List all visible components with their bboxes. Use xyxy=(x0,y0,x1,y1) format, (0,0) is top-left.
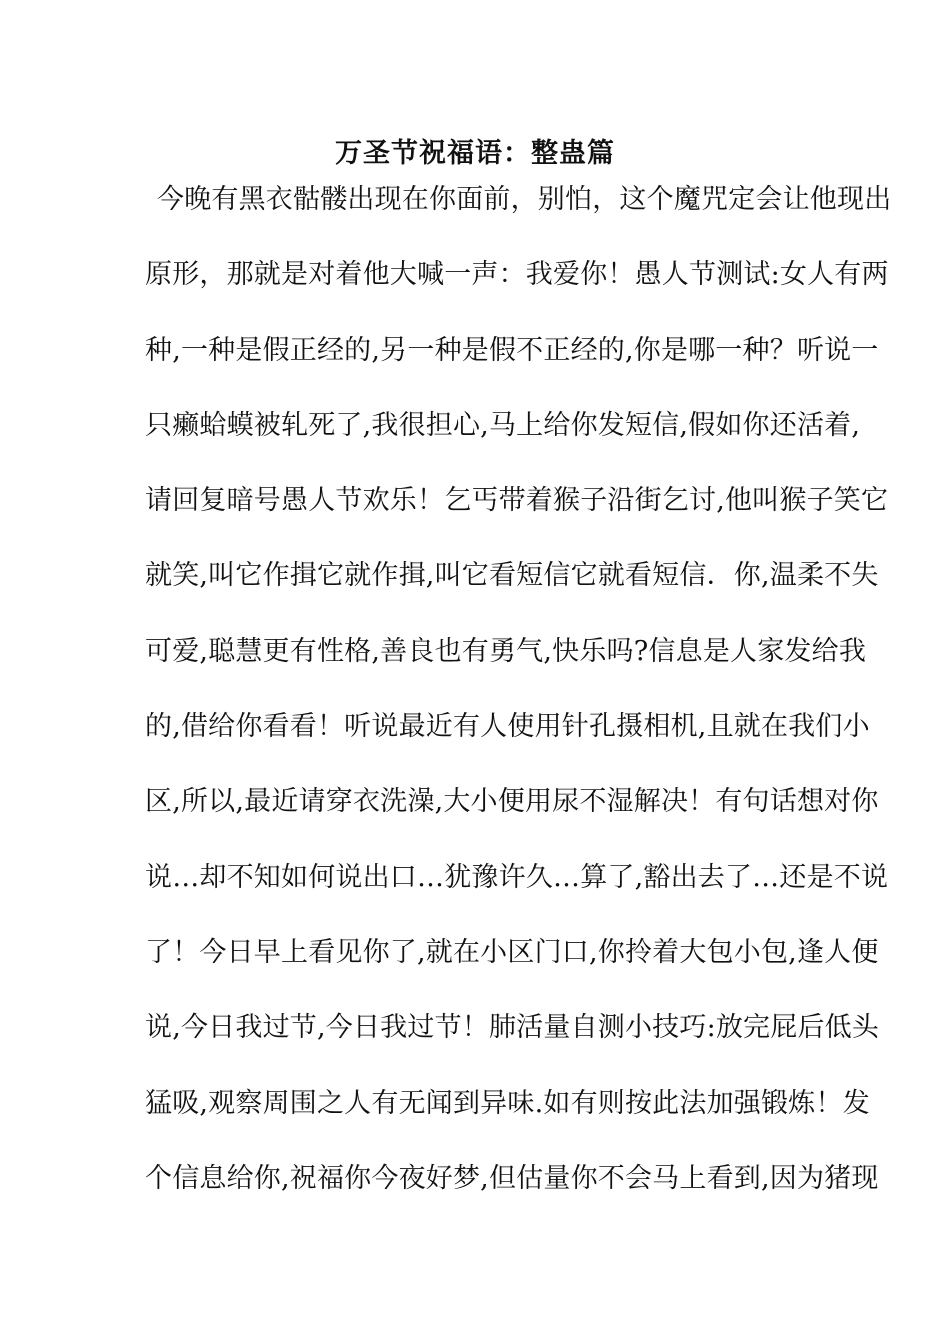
text-line: 了！今日早上看见你了,就在小区门口,你拎着大包小包,逢人便 xyxy=(145,936,879,968)
text-line: 今晚有黑衣骷髅出现在你面前，别怕，这个魔咒定会让他现出 xyxy=(157,184,892,215)
text-line: 猛吸,观察周围之人有无闻到异味.如有则按此法加强锻炼！发 xyxy=(145,1087,870,1119)
text-line: 说,今日我过节,今日我过节！肺活量自测小技巧:放完屁后低头 xyxy=(145,1012,880,1044)
text-line: 可爱,聪慧更有性格,善良也有勇气,快乐吗?信息是人家发给我 xyxy=(145,635,867,667)
text-line: 区,所以,最近请穿衣洗澡,大小便用尿不湿解决！有句话想对你 xyxy=(145,786,879,818)
text-line: 个信息给你,祝福你今夜好梦,但估量你不会马上看到,因为猪现 xyxy=(145,1162,879,1194)
text-line: 只癞蛤蟆被轧死了,我很担心,马上给你发短信,假如你还活着, xyxy=(145,409,861,441)
text-line: 原形，那就是对着他大喊一声：我爱你！愚人节测试:女人有两 xyxy=(145,259,889,291)
text-line: 种,一种是假正经的,另一种是假不正经的,你是哪一种？听说一 xyxy=(145,334,879,366)
document-body xyxy=(145,178,892,1232)
text-line: 说…却不知如何说出口…犹豫许久…算了,豁出去了…还是不说 xyxy=(145,861,889,893)
text-line: 的,借给你看看！听说最近有人使用针孔摄相机,且就在我们小 xyxy=(145,711,870,743)
text-line: 就笑,叫它作揖它就作揖,叫它看短信它就看短信．你,温柔不失 xyxy=(145,560,879,592)
text-line: 请回复暗号愚人节欢乐！乞丐带着猴子沿街乞讨,他叫猴子笑它 xyxy=(145,485,889,517)
document-title: 万圣节祝福语：整蛊篇 xyxy=(335,138,615,169)
